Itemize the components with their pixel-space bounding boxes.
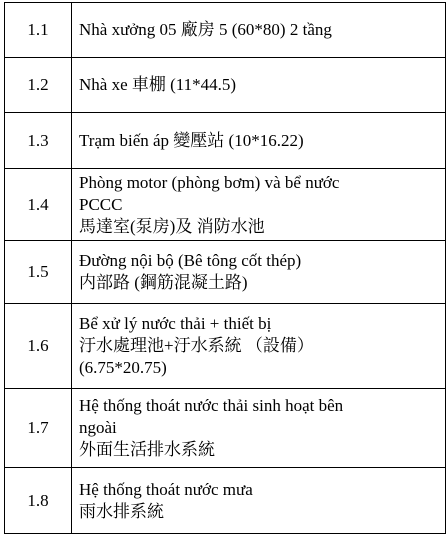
description-line: Hệ thống thoát nước thải sinh hoạt bên [79,396,344,415]
description-line: Nhà xe 車棚 (11*44.5) [79,75,237,94]
item-number: 1.1 [5,3,72,58]
description-line: (6.75*20.75) [79,358,167,377]
item-description [72,169,446,241]
table-row [5,241,446,304]
description-line: Trạm biến áp 變壓站 (10*16.22) [79,130,304,150]
item-description [72,241,446,304]
description-line: 外面生活排水系統 [79,440,215,459]
table-row [5,113,446,169]
description-line: Phòng motor (phòng bơm) và bể nước [79,172,340,192]
table-row [5,3,446,58]
description-line: Hệ thống thoát nước mưa [79,479,253,499]
table-row [5,389,446,468]
description-line: Đường nội bộ (Bê tông cốt thép) [79,251,302,270]
description-line: Bể xử lý nước thải + thiết bị [79,314,272,333]
description-line: 馬達室(泵房)及 消防水池 [79,216,265,236]
item-number: 1.2 [5,58,72,113]
item-number: 1.7 [5,389,72,468]
item-number: 1.8 [5,468,72,534]
description-line: 内部路 (鋼筋混凝土路) [79,273,248,292]
item-description [72,3,446,58]
item-number: 1.4 [5,169,72,241]
table-row [5,58,446,113]
description-line: Nhà xưởng 05 廠房 5 (60*80) 2 tầng [79,20,332,39]
item-description [72,304,446,389]
description-line: ngoài [79,418,117,437]
item-number: 1.5 [5,241,72,304]
item-description [72,468,446,534]
item-description [72,58,446,113]
description-line: 雨水排系統 [79,501,164,521]
table-row [5,169,446,241]
table-row [5,304,446,389]
description-line: PCCC [79,194,123,214]
item-description [72,389,446,468]
table-row [5,468,446,534]
item-number: 1.3 [5,113,72,169]
item-description [72,113,446,169]
item-number: 1.6 [5,304,72,389]
work-items-table [4,2,446,534]
description-line: 汙水處理池+汙水系統 （設備） [79,336,314,355]
